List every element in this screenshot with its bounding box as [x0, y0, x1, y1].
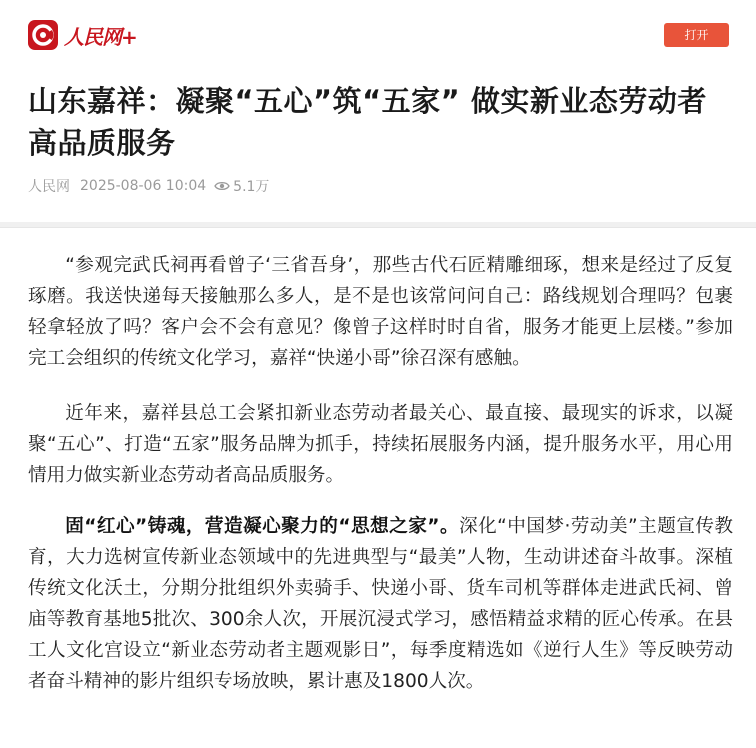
article-source: 人民网	[28, 179, 70, 195]
article-datetime: 2025-08-06 10:04	[80, 178, 207, 194]
open-app-button[interactable]: 打开	[664, 23, 729, 47]
site-logo[interactable]	[28, 20, 137, 50]
article-paragraph-3	[28, 511, 733, 697]
article-meta	[28, 176, 269, 196]
view-count: 5.1万	[233, 179, 270, 195]
article-paragraph-2	[28, 398, 733, 491]
eye-icon	[214, 180, 230, 192]
paragraph-text: 近年来，嘉祥县总工会紧扣新业态劳动者最关心、最直接、最现实的诉求，以凝聚“五心”、打造“五家”服务品牌为抓手，持续拓展服务内涵，提升服务水平，用心用情用力做实新业态劳动者高品质服务。	[28, 403, 733, 486]
article-body	[0, 227, 756, 748]
article-title: 山东嘉祥：凝聚“五心”筑“五家” 做实新业态劳动者高品质服务	[28, 84, 707, 160]
paragraph-text: 深化“中国梦·劳动美”主题宣传教育，大力选树宣传新业态领域中的先进典型与“最美”人物，生动讲述奋斗故事。深植传统文化沃土，分期分批组织外卖骑手、快递小哥、货车司机等群体走进武氏祠、曾庙等教育基地5批次、300余人次，开展沉浸式学习，感悟精益求精的匠心传承。在县工人文化宫设立“新业态劳动者主题观影日”，每季度精选如《逆行人生》等反映劳动者奋斗精神的影片组织专场放映，累计惠及1800人次。	[28, 516, 733, 692]
article-header-card	[0, 0, 756, 222]
renminwang-logo-icon	[28, 20, 58, 50]
logo-text: 人民网+	[64, 24, 137, 49]
paragraph-text: “参观完武氏祠再看曾子‘三省吾身’，那些古代石匠精雕细琢，想来是经过了反复琢磨。我送快递每天接触那么多人，是不是也该常问问自己：路线规划合理吗？包裹轻拿轻放了吗？客户会不会有意见？像曾子这样时时自省，服务才能更上层楼。”参加完工会组织的传统文化学习，嘉祥“快递小哥”徐召深有感触。	[28, 255, 733, 369]
paragraph-lead: 固“红心”铸魂，营造凝心聚力的“思想之家”。	[65, 516, 460, 537]
article-paragraph-1	[28, 250, 733, 374]
